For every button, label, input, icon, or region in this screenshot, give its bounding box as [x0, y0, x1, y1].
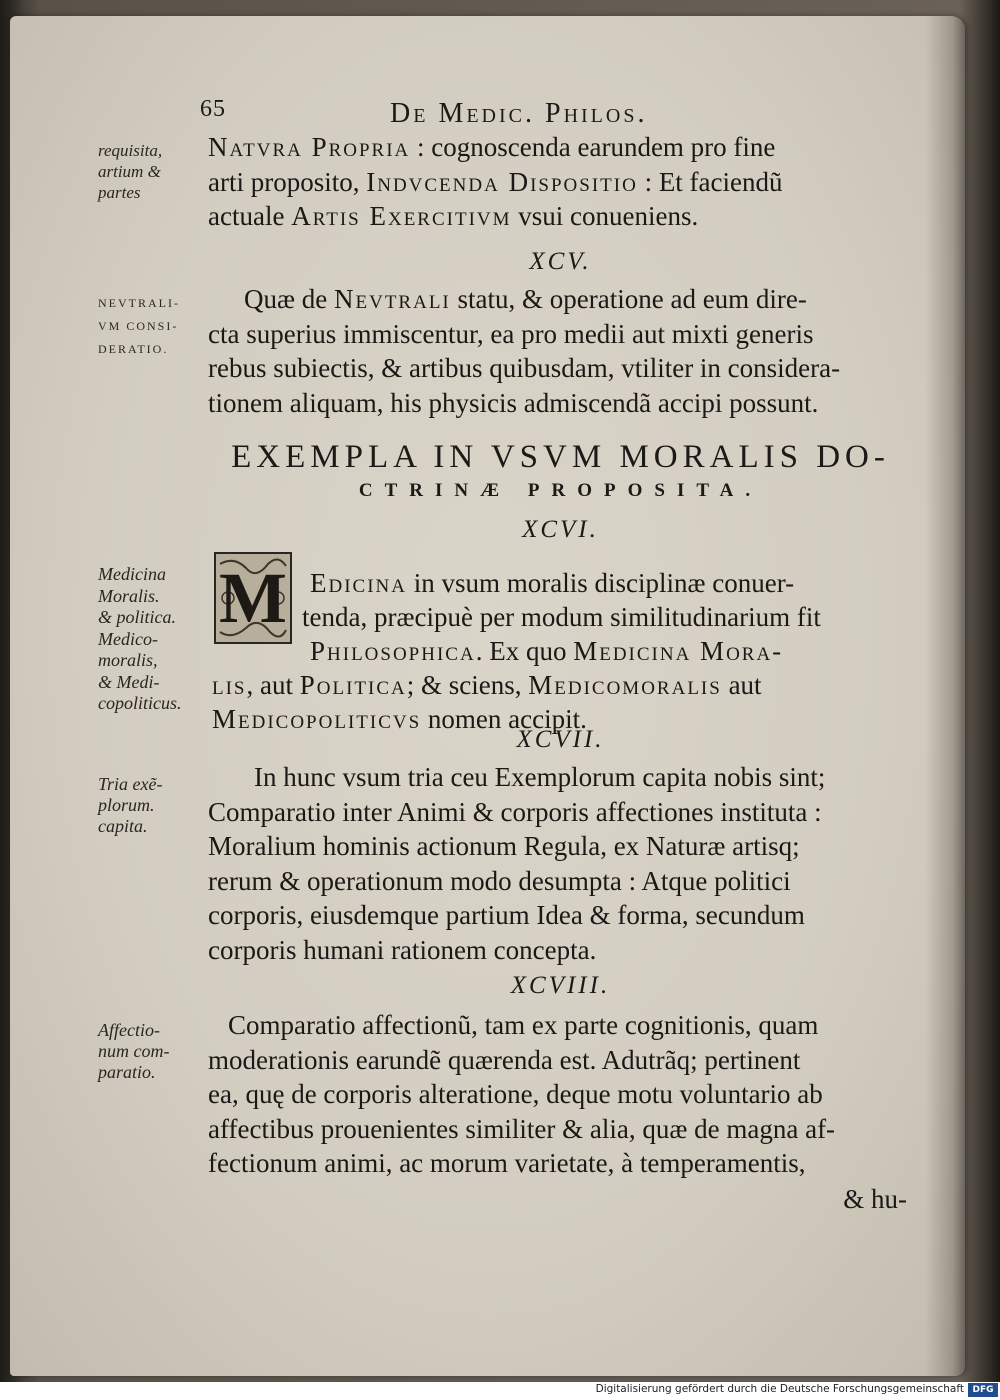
text-line [310, 634, 783, 669]
text-line: cta superius immiscentur, ea pro medii aut mixti generis [208, 318, 814, 349]
text-line: Moralium hominis actionum Regula, ex Naturæ artisq; [208, 831, 800, 861]
text-run: : Et faciendũ [637, 166, 783, 197]
section-numeral-xcvii: XCVII. [516, 726, 605, 753]
body-paragraph [208, 760, 913, 967]
book-page [10, 16, 965, 1376]
text-run: : cognoscenda earundem pro fine [410, 132, 776, 162]
text-run: nomen accipit. [421, 704, 587, 734]
body-paragraph [208, 282, 913, 420]
small-caps-term: Edicina [310, 568, 407, 598]
small-caps-term: Medicina Mora- [573, 636, 784, 666]
footer-credit: Digitalisierung gefördert durch die Deutsche Forschungsgemeinschaft [595, 1383, 964, 1395]
small-caps-term: Medicomoralis [528, 670, 722, 700]
text-run: vsui conueniens. [511, 201, 699, 231]
small-caps-term: lis [212, 670, 247, 700]
text-line: rebus subiectis, & artibus quibusdam, vtiliter in considera- [208, 353, 841, 383]
text-run: Quæ de [244, 284, 334, 314]
text-line [208, 199, 913, 234]
text-line: tenda, præcipuè per modum similitudinarium fit [302, 602, 821, 632]
small-caps-term: Indvcenda Dispositio [366, 166, 638, 197]
margin-note-medicina: Medicina Moralis. & politica. Medico- moralis, & Medi- copoliticus. [98, 564, 182, 713]
section-heading: EXEMPLA IN VSVM MORALIS DO- [231, 439, 890, 475]
text-run: statu, & operatione ad eum dire- [450, 284, 807, 314]
text-line: affectibus prouenientes similiter & alia, quæ de magna af- [208, 1113, 836, 1144]
text-run: , aut [246, 670, 300, 700]
dfg-logo: DFG [968, 1383, 998, 1397]
text-line [208, 165, 913, 200]
text-line: rerum & operationum modo desumpta : Atque politici [208, 865, 791, 896]
text-line [208, 130, 913, 165]
section-numeral-xcv: XCV. [529, 248, 592, 275]
text-run: ; & sciens, [406, 670, 529, 700]
section-subheading: CTRINÆ PROPOSITA. [358, 480, 763, 501]
text-line: tionem aliquam, his physicis admiscendã accipi possunt. [208, 387, 819, 418]
text-line: moderationis earundẽ quærenda est. Adutrãq; pertinent [208, 1044, 801, 1075]
text-line: corporis, eiusdemque partium Idea & forma, secundum [208, 900, 805, 930]
text-run: arti proposito, [208, 166, 367, 197]
text-run: aut [721, 670, 762, 700]
text-line [310, 566, 794, 601]
margin-note-neutralium: NEVTRALI- VM CONSI- DERATIO. [98, 296, 180, 356]
small-caps-term: Nevtrali [334, 284, 451, 314]
small-caps-term: Philosophica [310, 636, 476, 666]
text-line: ea, quę de corporis alteratione, deque motu voluntario ab [208, 1079, 823, 1109]
text-line: corporis humani rationem concepta. [208, 934, 597, 965]
text-line: Comparatio affectionũ, tam ex parte cognitionis, quam [228, 1010, 819, 1040]
section-numeral-xcvi: XCVI. [522, 516, 599, 543]
text-line [208, 282, 913, 317]
running-head: De Medic. Philos. [390, 98, 648, 129]
body-paragraph [208, 1008, 913, 1181]
page-header [10, 90, 965, 130]
text-run: in vsum moralis disciplinæ conuer- [406, 568, 795, 598]
margin-note-affectionum: Affectio- num com- paratio. [98, 1020, 170, 1082]
text-line [212, 668, 762, 703]
body-paragraph [208, 130, 913, 234]
margin-note-requisita: requisita, artium & partes [98, 141, 163, 202]
text-line: Comparatio inter Animi & corporis affectiones instituta : [208, 796, 822, 827]
decorated-initial [214, 552, 292, 644]
small-caps-term: Natvra Propria [208, 132, 411, 162]
margin-note-tria: Tria exẽ- plorum. capita. [98, 774, 163, 836]
section-numeral-xcviii: XCVIII. [510, 972, 611, 999]
small-caps-term: Politica [299, 670, 407, 700]
text-line: fectionum animi, ac morum varietate, à temperamentis, [208, 1148, 806, 1178]
spine-shadow [925, 16, 965, 1376]
text-run: . Ex quo [475, 636, 574, 666]
small-caps-term: Medicopoliticvs [212, 704, 422, 734]
page-number: 65 [200, 96, 226, 122]
digitization-footer [0, 1382, 1000, 1400]
text-run: actuale [208, 201, 292, 231]
small-caps-term: Artis Exercitivm [291, 201, 512, 231]
text-line: In hunc vsum tria ceu Exemplorum capita nobis sint; [254, 762, 826, 792]
initial-letter: M [219, 558, 287, 638]
catchword: & hu- [843, 1184, 907, 1214]
